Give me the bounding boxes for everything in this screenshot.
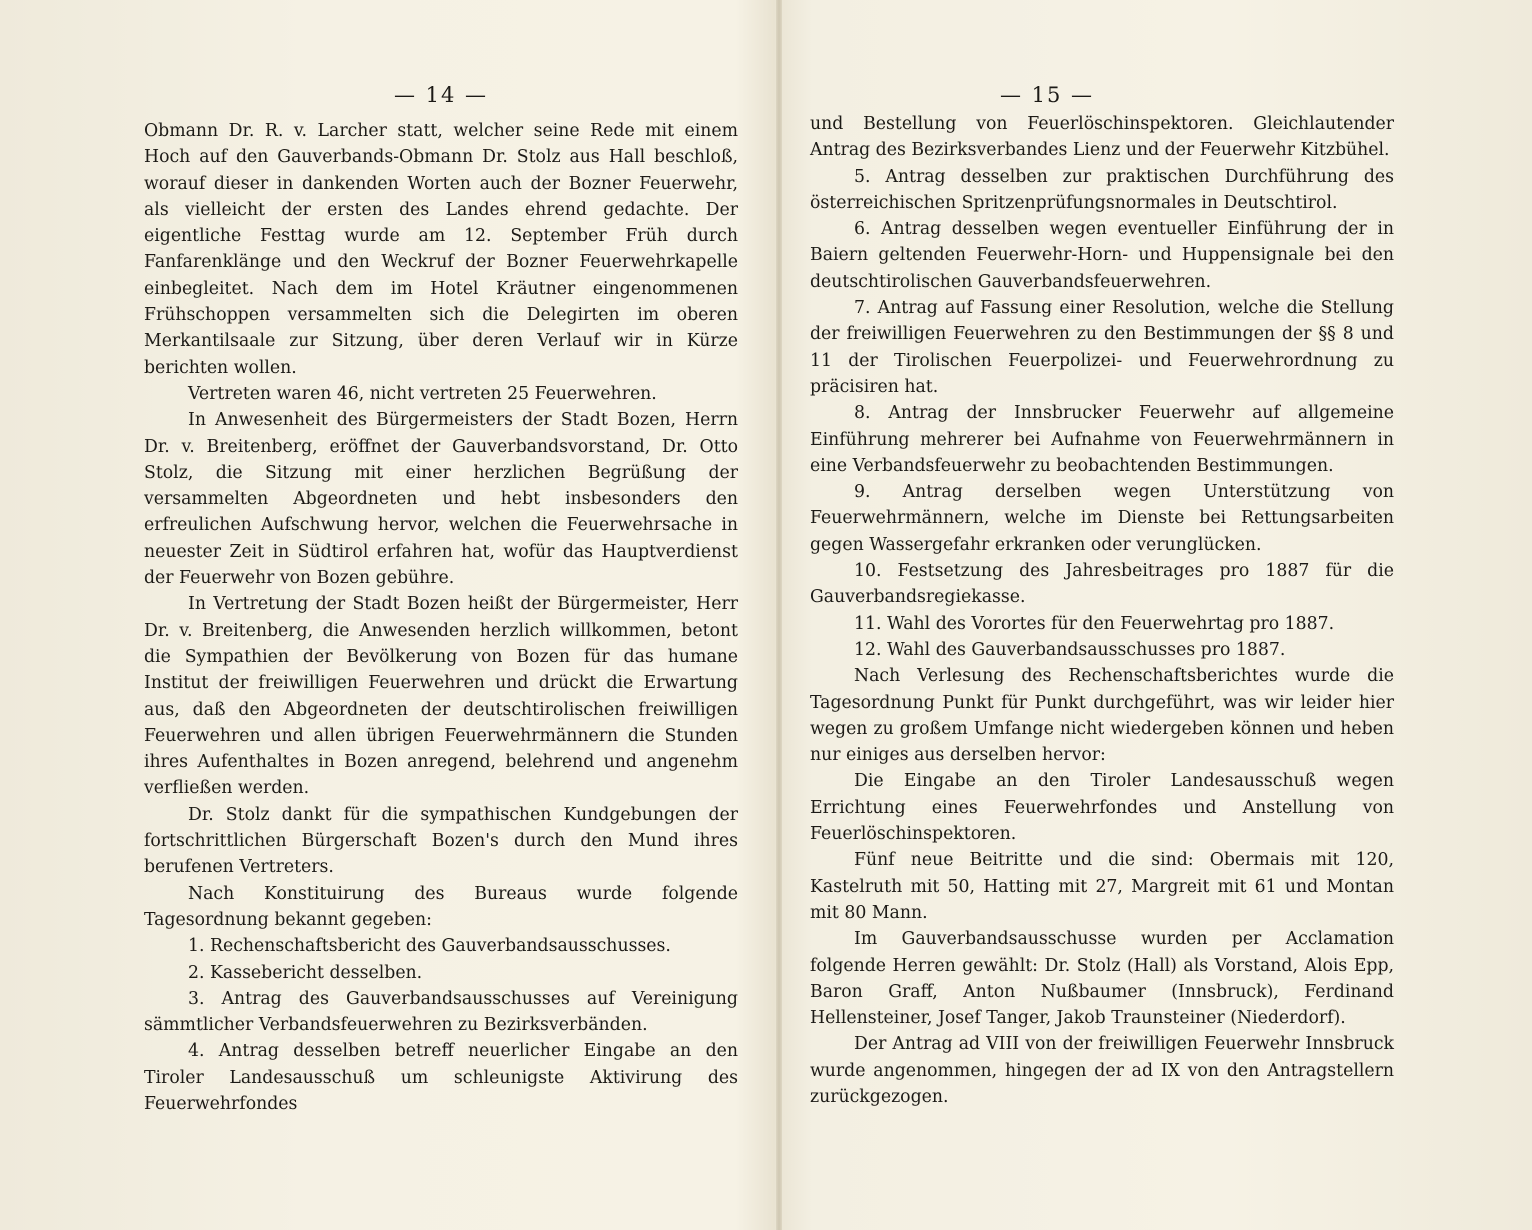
paragraph: Die Eingabe an den Tiroler Landesausschuß wegen Errichtung eines Feuerwehrfondes und Anstellung von Feuerlöschinspektoren. (810, 771, 1394, 845)
agenda-item: 7. Antrag auf Fassung einer Resolution, welche die Stellung der freiwilligen Feuerwehren zu den Bestimmungen der §§ 8 und 11 der Tirolischen Feuerpolizei- und Feuerwehrordnung zu präcisiren hat. (810, 298, 1394, 397)
agenda-item: 4. Antrag desselben betreff neuerlicher Eingabe an den Tiroler Landesausschuß um schleunigste Aktivirung des Feuerwehrfondes (144, 1041, 738, 1114)
page-number: — 15 — (999, 83, 1095, 107)
paragraph: Obmann Dr. R. v. Larcher statt, welcher seine Rede mit einem Hoch auf den Gauverbands-Obmann Dr. Stolz aus Hall beschloß, worauf dieser in dankenden Worten auch der Bozner Feuerwehr, als vielleicht der ersten des Landes ehrend gedachte. Der eigentliche Festtag wurde am 12. September Früh durch Fanfarenklänge und den Weckruf der Bozner Feuerwehrkapelle einbegleitet. Nach dem im Hotel Kräutner eingenommenen Frühschoppen versammelten sich die Delegirten im oberen Merkantilsaale zur Sitzung, über deren Verlauf wir in Kürze berichten wollen. (144, 121, 738, 378)
right-page (810, 78, 1394, 1110)
paragraph: Nach Konstituirung des Bureaus wurde folgende Tagesordnung bekannt gegeben: (144, 883, 738, 930)
paragraph: Der Antrag ad VIII von der freiwilligen Feuerwehr Innsbruck wurde angenommen, hingegen der ad IX von den Antragstellern zurückgezogen. (810, 1034, 1394, 1107)
paragraph: In Anwesenheit des Bürgermeisters der Stadt Bozen, Herrn Dr. v. Breitenberg, eröffnet der Gauverbandsvorstand, Dr. Otto Stolz, die Sitzung mit einer herzlichen Begrüßung der versammelten Abgeordneten und hebt insbesonders den erfreulichen Aufschwung hervor, welchen die Feuerwehrsache in neuester Zeit in Südtirol erfahren hat, wofür das Hauptverdienst der Feuerwehr von Bozen gebühre. (144, 410, 738, 589)
paragraph: Vertreten waren 46, nicht vertreten 25 Feuerwehren. (188, 383, 657, 404)
agenda-item: 1. Rechenschaftsbericht des Gauverbandsausschusses. (188, 936, 671, 957)
book-gutter (776, 0, 782, 1230)
page-body (810, 111, 1394, 1110)
agenda-item: 9. Antrag derselben wegen Unterstützung von Feuerwehrmännern, welche im Dienste bei Rettungsarbeiten gegen Wassergefahr erkranken oder verunglücken. (810, 482, 1394, 555)
paragraph: Fünf neue Beitritte und die sind: Obermais mit 120, Kastelruth mit 50, Hatting mit 27, Margreit mit 61 und Montan mit 80 Mann. (810, 850, 1394, 923)
paragraph: und Bestellung von Feuerlöschinspektoren. Gleichlautender Antrag des Bezirksverbandes Lienz und der Feuerwehr Kitzbühel. (810, 114, 1394, 161)
agenda-item: 3. Antrag des Gauverbandsausschusses auf Vereinigung sämmtlicher Verbandsfeuerwehren zu Bezirksverbänden. (144, 988, 738, 1036)
agenda-item: 5. Antrag desselben zur praktischen Durchführung des österreichischen Spritzenprüfungsnormales in Deutschtirol. (810, 166, 1394, 213)
paragraph: In Vertretung der Stadt Bozen heißt der Bürgermeister, Herr Dr. v. Breitenberg, die Anwesenden herzlich willkommen, betont die Sympathien der Bevölkerung von Bozen für das humane Institut der freiwilligen Feuerwehren und drückt die Erwartung aus, daß den Abgeordneten der deutschtirolischen freiwilligen Feuerwehren und allen übrigen Feuerwehrmännern die Stunden ihres Aufenthaltes in Bozen anregend, belehrend und angenehm verfließen werden. (144, 594, 738, 799)
left-page (144, 78, 738, 1117)
agenda-item: 2. Kassebericht desselben. (188, 962, 423, 983)
page-body (144, 118, 738, 1117)
agenda-item: 11. Wahl des Vorortes für den Feuerwehrtag pro 1887. (854, 613, 1335, 634)
page-number: — 14 — (393, 83, 489, 107)
agenda-item: 8. Antrag der Innsbrucker Feuerwehr auf allgemeine Einführung mehrerer bei Aufnahme von Feuerwehrmännern in eine Verbandsfeuerwehr zu beobachtenden Bestimmungen. (810, 403, 1394, 476)
agenda-item: 12. Wahl des Gauverbandsausschusses pro 1887. (854, 639, 1286, 660)
paragraph: Nach Verlesung des Rechenschaftsberichtes wurde die Tagesordnung Punkt für Punkt durchgeführt, was wir leider hier wegen zu großem Umfange nicht wiedergeben können und heben nur einiges aus derselben hervor: (810, 666, 1394, 766)
agenda-item: 10. Festsetzung des Jahresbeitrages pro 1887 für die Gauverbandsregiekasse. (810, 561, 1394, 608)
paragraph: Im Gauverbandsausschusse wurden per Acclamation folgende Herren gewählt: Dr. Stolz (Hall) als Vorstand, Alois Epp, Baron Graff, Anton Nußbaumer (Innsbruck), Ferdinand Hellensteiner, Josef Tanger, Jakob Traunsteiner (Niederdorf). (810, 929, 1394, 1029)
agenda-item: 6. Antrag desselben wegen eventueller Einführung der in Baiern geltenden Feuerwehr-Horn- und Huppensignale bei den deutschtirolischen Gauverbandsfeuerwehren. (810, 219, 1394, 292)
paragraph: Dr. Stolz dankt für die sympathischen Kundgebungen der fortschrittlichen Bürgerschaft Bozen's durch den Mund ihres berufenen Vertreters. (144, 804, 738, 878)
